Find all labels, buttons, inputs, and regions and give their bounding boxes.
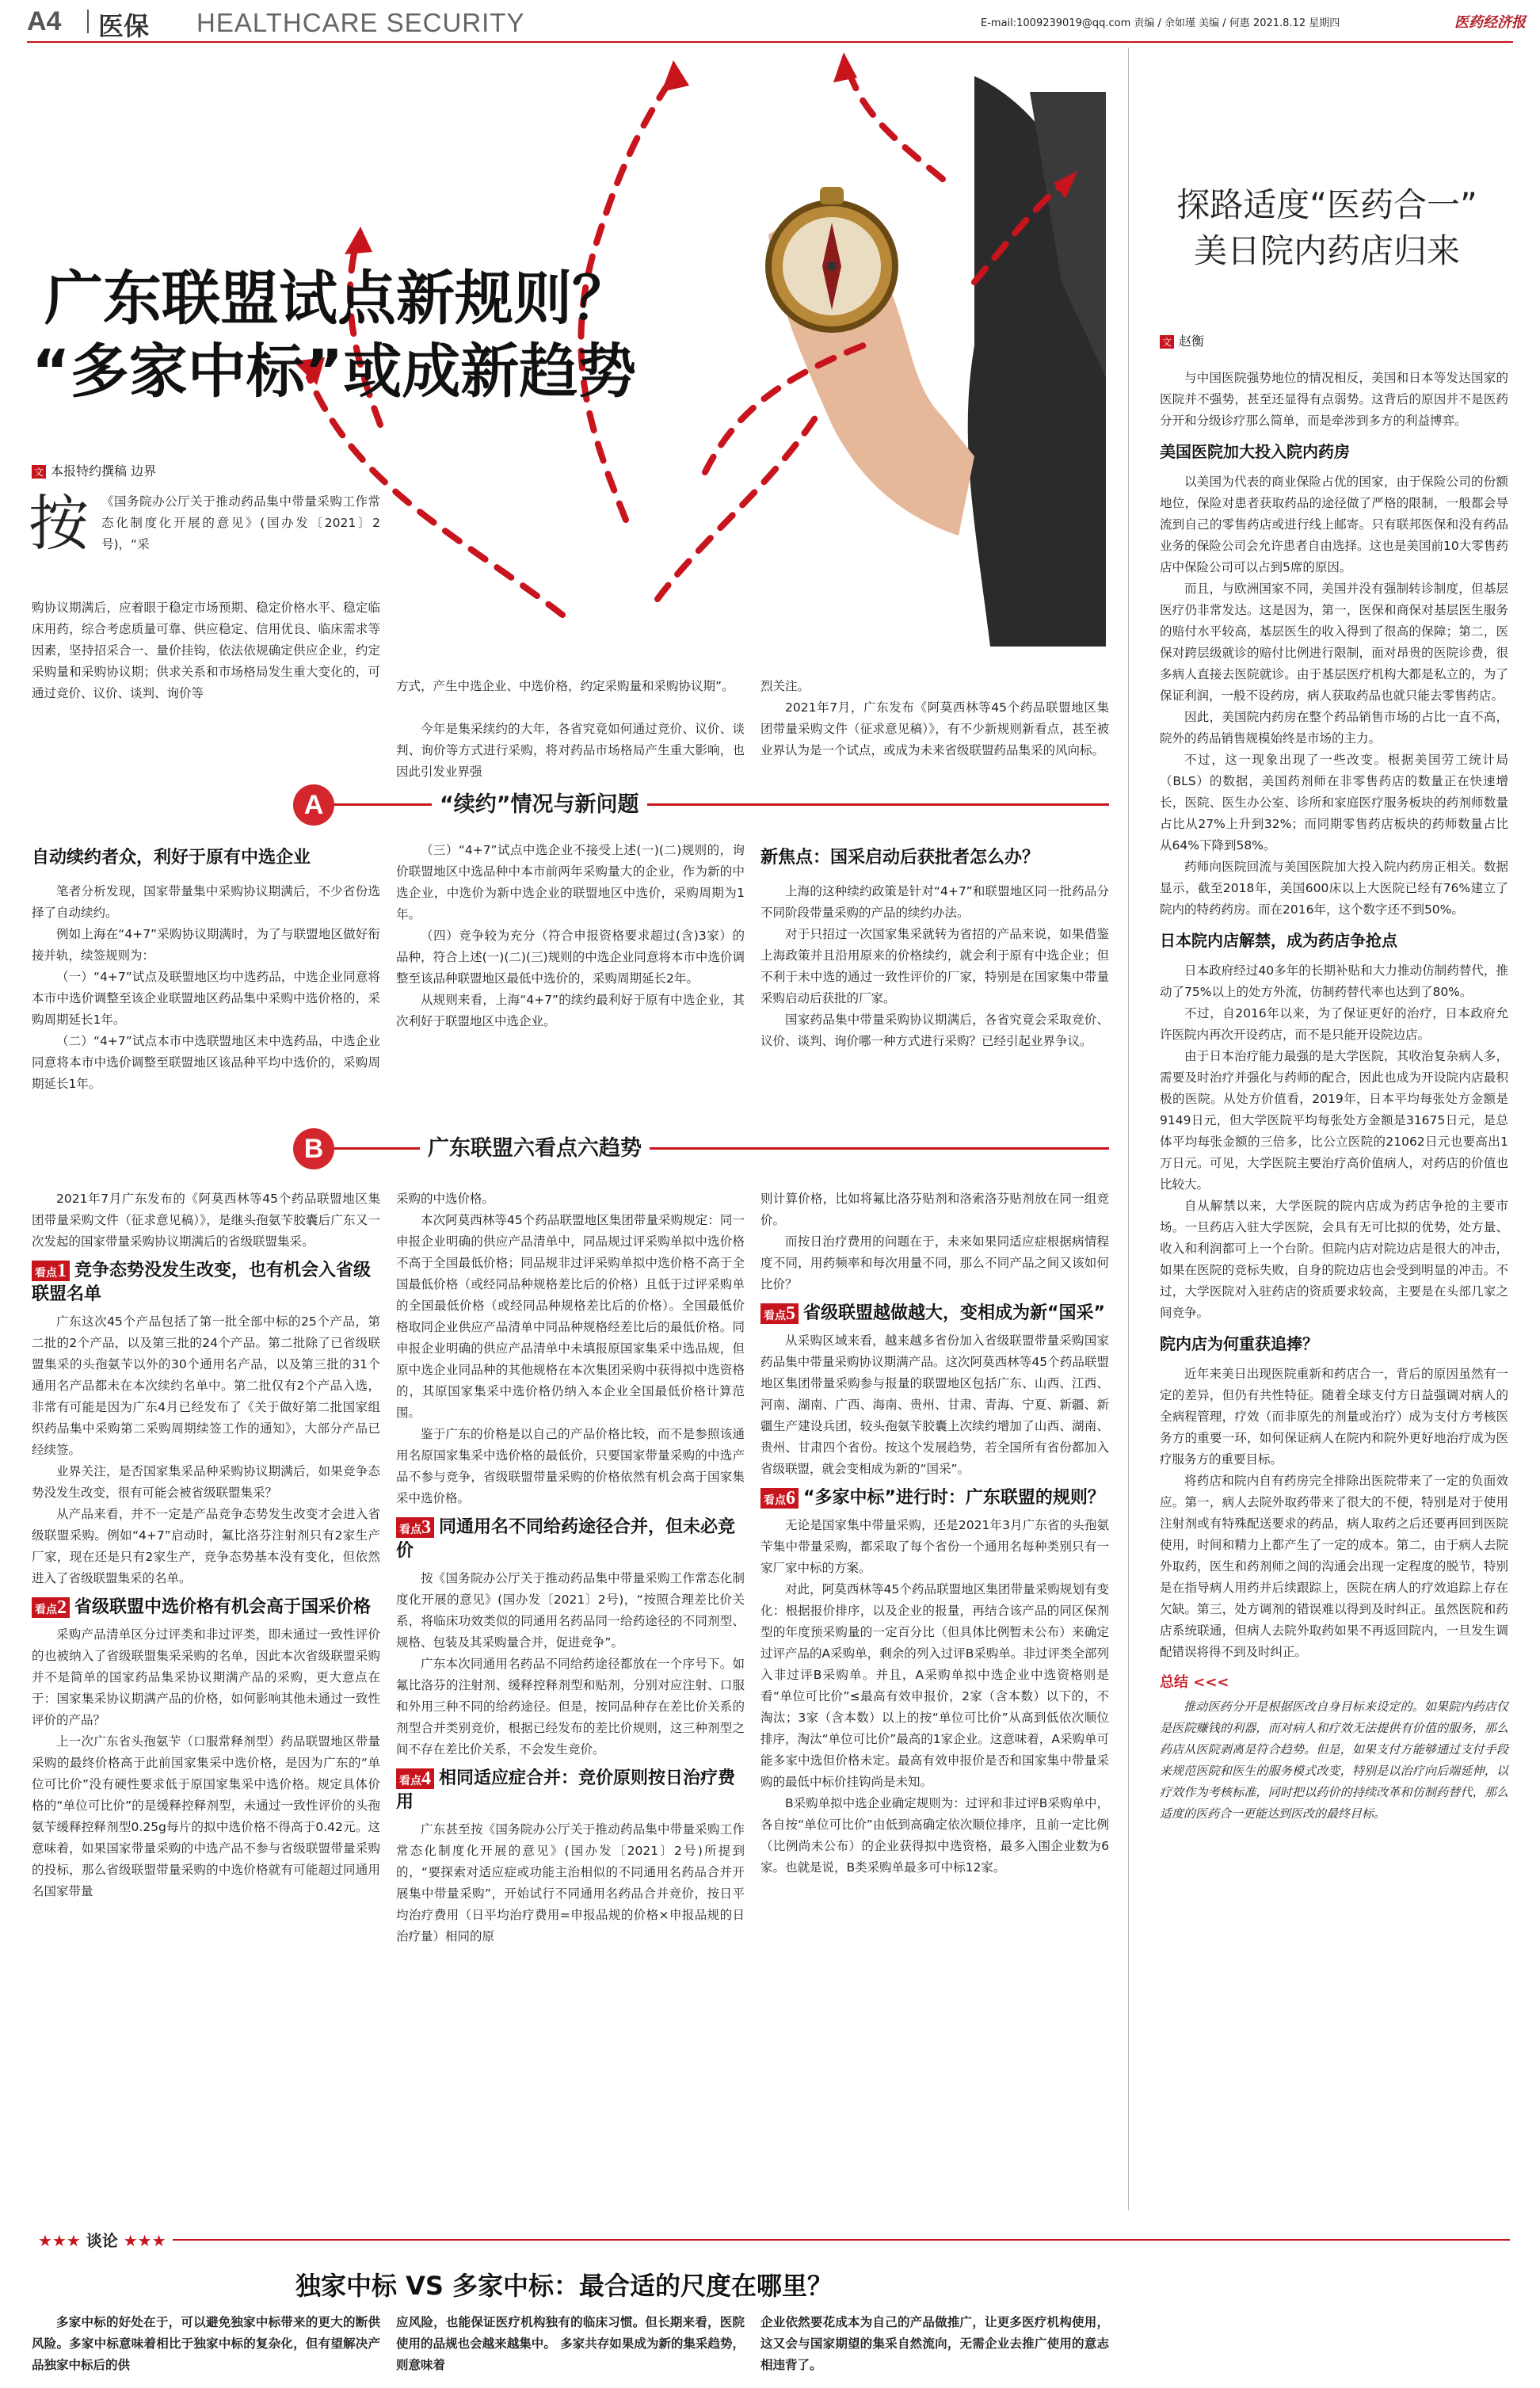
main-byline — [32, 461, 156, 479]
section-a-col2-p1: （三）“4+7”试点中选企业不接受上述(一)(二)规则的，询价联盟地区中选品种中本市前两年采购量大的企业，作为新的中选企业，中选价为新中选企业的联盟地区中选价，采购周期为1年。 — [396, 843, 745, 921]
side-p9: 由于日本治疗能力最强的是大学医院，其收治复杂病人多，需要及时治疗并强化与药师的配合，因此也成为开设院内店最积极的医院。从处方价值看，2019年，日本平均每张处方金额是9149日元，但大学医院平均每张处方金额是31675日元，是总体平均每张金额的三倍多，比公立医院的21062日元也要高出1万日元。可见，大学医院主要治疗高价值病人，对药店的价值也比较大。 — [1160, 1049, 1508, 1192]
side-article-title2: 美日院内药店归来 — [1193, 231, 1460, 270]
highlight-4-heading — [396, 1767, 745, 1814]
highlight-2-badge: 看点2 — [32, 1597, 70, 1618]
intro-text-a: 《国务院办公厅关于推动药品集中带量采购工作常态化制度化开展的意见》(国办发〔2021〕2号)，“采 — [101, 494, 380, 551]
highlight-2-heading — [32, 1596, 380, 1619]
section-b-col2-p2: 本次阿莫西林等45个药品联盟地区集团带量采购规定：同一申报企业明确的供应产品清单中，同品规过评采购单拟中选价格不高于全国最低价格；同品规非过评采购单拟中选价格不高于全国最低价格（或经同品种规格差比后的价格）且低于过评采购单的全国最低价格（或经同品种规格差比后的价格）。全国最低价格取同企业供应产品清单中同品种规格经差比后的最低价格。同申报企业明确的供应产品清单中未填报原国家集采中选品规，但原中选企业同品种的其他规格在本次集团采购中获得拟中选资格的，其原国家集采中选价格仍纳入本企业全国最低价格计算范围。 — [396, 1213, 745, 1420]
section-b-badge: B — [293, 1128, 334, 1169]
intro-text-b: 购协议期满后，应着眼于稳定市场预期、稳定价格水平、稳定临床用药，综合考虑质量可靠、供应稳定、信用优良、临床需求等因素，坚持招采合一、量价挂钩，依法依规确定供应企业，约定采购量和采购协议期；供求关系和市场格局发生重大变化的，可通过竞价、议价、谈判、询价等 — [32, 601, 380, 700]
section-b-col3 — [760, 1188, 1109, 1879]
section-b-col3-p1: 则计算价格，比如将氟比洛芬贴剂和洛索洛芬贴剂放在同一组竞价。 — [760, 1192, 1109, 1227]
section-b-col2 — [396, 1188, 745, 1947]
highlight-1-title: 竞争态势没发生改变，也有机会入省级联盟名单 — [32, 1261, 372, 1304]
commentary-col1: 多家中标的好处在于，可以避免独家中标带来的更大的断供风险。多家中标意味着相比于独家中标的复杂化，但有望解决产品独家中标后的供 — [32, 2315, 380, 2372]
side-byline — [1160, 331, 1204, 349]
summary-text: 推动医药分开是根据医改自身目标来设定的。如果院内药店仅是医院赚钱的利器，而对病人和疗效无法提供有价值的服务，那么药店从医院剥离是符合趋势。但是，如果支付方能够通过支付手段来规范医院和医生的服务模式改变，特别是以治疗向后端延伸，以疗效作为考核标准，同时把以药价的持续改革和仿制药替代，那么适度的医药合一更能达到医改的最终目标。 — [1160, 1699, 1508, 1821]
highlight-4-badge: 看点4 — [396, 1768, 434, 1789]
summary-heading: 总结 <<< — [1160, 1674, 1229, 1691]
header-divider-icon — [87, 10, 89, 33]
highlight-6-badge: 看点6 — [760, 1488, 799, 1509]
side-p5: 不过，这一现象出现了一些改变。根据美国劳工统计局（BLS）的数据，美国药剂师在非零售药店的数量正在快速增长，医院、医生办公室、诊所和家庭医疗服务板块的药剂师数量占比从27%上升到32%；而同期零售药店板块的药师数量占比从64%下降到58%。 — [1160, 753, 1508, 853]
header-rule — [27, 41, 1513, 43]
section-a-col2-p3: 从规则来看，上海“4+7”的续约最利好于原有中选企业，其次利好于联盟地区中选企业。 — [396, 993, 745, 1028]
main-title-line2: “多家中标”或成新趋势 — [32, 338, 637, 406]
side-p10: 自从解禁以来，大学医院的院内店成为药店争抢的主要市场。一旦药店入驻大学医院，会具有无可比拟的优势，处方量、收入和利润都可上一个台阶。但院内店对院边店是很大的冲击，如果在医院的竞标失败，自身的院边店也会受到明显的冲击。不过，大学医院对入驻药店的资质要求较高，主要是在头部几家之间竞争。 — [1160, 1199, 1508, 1320]
section-b-col2-p4: 按《国务院办公厅关于推动药品集中带量采购工作常态化制度化开展的意见》(国办发〔2021〕2号)，“按照合理差比价关系，将临床功效类似的同通用名药品同一给药途径的不同剂型、规格、包装及其采购量合并，促进竞争”。 — [396, 1571, 745, 1650]
highlight-5-badge: 看点5 — [760, 1303, 799, 1324]
section-a-col2-p2: （四）竞争较为充分（符合申报资格要求超过(含)3家）的品种，符合上述(一)(二)(三)规则的中选企业同意将本市中选价调整至该品种联盟地区最低中选价的，采购周期延长2年。 — [396, 929, 745, 986]
section-b-col2-p5: 广东本次同通用名药品不同给药途径都放在一个序号下。如氟比洛芬的注射剂、缓释控释剂型和贴剂，分别对应注射、口服和外用三种不同的给药途径。但是，按同品种存在差比价关系的剂型合并类别竞价，根据已经发布的差比价规则，这三种剂型之间不存在差比价关系，不会发生竞价。 — [396, 1657, 745, 1757]
section-a-col3-p3: 国家药品集中带量采购协议期满后，各省究竟会采取竞价、议价、谈判、询价哪一种方式进行采购？已经引起业界争议。 — [760, 1013, 1109, 1048]
highlight-2-title: 省级联盟中选价格有机会高于国采价格 — [74, 1597, 372, 1617]
side-heading-3: 院内店为何重获追捧？ — [1160, 1334, 1318, 1353]
section-b-col1-p1: 2021年7月广东发布的《阿莫西林等45个药品联盟地区集团带量采购文件（征求意见稿）》，是继头孢氨苄胶囊后广东又一次发起的国家带量采购协议期满后的省级联盟集采。 — [32, 1192, 380, 1249]
commentary-tag: ★★★ 谈论 ★★★ — [32, 2228, 173, 2251]
commentary-tag-text: 谈论 — [86, 2231, 118, 2250]
section-b-header — [293, 1128, 1109, 1169]
byline-text: 本报特约撰稿 边界 — [51, 463, 157, 479]
section-b-col2-p6: 广东甚至按《国务院办公厅关于推动药品集中带量采购工作常态化制度化开展的意见》(国办发〔2021〕2号)所提到的，“要探索对适应症或功能主治相似的不同通用名药品合并开展集中带量采购”，开始试行不同通用名药品合并竞价，按日平均治疗费用（日平均治疗费用=申报品规的价格×申报品规的日治疗量）相同的原 — [396, 1822, 745, 1944]
section-a-col3 — [760, 881, 1109, 1052]
side-p4: 因此，美国院内药房在整个药品销售市场的占比一直不高，院外的药品销售规模始终是市场的主力。 — [1160, 710, 1508, 746]
section-a-header — [293, 784, 1109, 826]
section-b-col3-p6: B采购单拟中选企业确定规则为：过评和非过评B采购单中，各自按“单位可比价”由低到高确定依次顺位排序，且前一定比例（比例尚未公布）的企业获得拟中选资格，最多入围企业数为6家。也就是说，B类采购单最多可中标12家。 — [760, 1796, 1109, 1875]
summary-heading-text: 总结 — [1160, 1674, 1188, 1691]
highlight-3-heading — [396, 1516, 745, 1563]
section-a-badge: A — [293, 784, 334, 826]
section-b-col1 — [32, 1188, 380, 1902]
intro-text-f: 2021年7月，广东发布《阿莫西林等45个药品联盟地区集团带量采购文件（征求意见稿）》，有不少新规则新看点，甚至被业界认为是一个试点，或成为未来省级联盟药品集采的风向标。 — [760, 700, 1109, 757]
section-a-col2 — [396, 840, 745, 1032]
section-b-col3-p3: 从采购区域来看，越来越多省份加入省级联盟带量采购国家药品集中带量采购协议期满产品。这次阿莫西林等45个药品联盟地区集团带量采购参与报量的联盟地区包括广东、山西、江西、河南、湖南、广西、海南、贵州、甘肃、青海、宁夏、新疆、新疆生产建设兵团，较头孢氨苄胶囊上次续约增加了山西、湖南、贵州、甘肃四个省份。按这个发展趋势，若全国所有省份都加入省级联盟，就会变相成为新的“国采”。 — [760, 1333, 1109, 1476]
side-p1: 与中国医院强势地位的情况相反，美国和日本等发达国家的医院并不强势，甚至还显得有点弱势。这背后的原因并不是医药分开和分级诊疗那么简单，而是牵涉到多方的利益博弈。 — [1160, 371, 1508, 428]
side-byline-text: 赵衡 — [1179, 334, 1205, 349]
commentary-title: 独家中标 VS 多家中标：最合适的尺度在哪里？ — [295, 2271, 833, 2301]
side-heading-1: 美国医院加大投入院内药房 — [1160, 442, 1350, 461]
section-name: 医保 — [98, 11, 150, 41]
section-a-col1-p3: （一）“4+7”试点及联盟地区均中选药品，中选企业同意将本市中选价调整至该企业联盟地区药品集中采购中选价格的，采购周期延长1年。 — [32, 970, 380, 1027]
section-b-col1-p6: 上一次广东省头孢氨苄（口服常释剂型）药品联盟地区带量采购的最终价格高于此前国家集采中选价格，是因为广东的“单位可比价”没有硬性要求低于原国家集采中选价格。规定具体价格的“单位可比价”的是缓释控释剂型，未通过一致性评价的头孢氨苄缓释控释剂型0.25g每片的拟中选价格不得高于0.42元。这意味着，如果国家带量采购的中选产品不参与省级联盟带量采购的投标，那么省级联盟带量采购的中选价格就有可能超过同通用名国家带量 — [32, 1734, 380, 1898]
commentary-col2: 应风险，也能保证医疗机构独有的临床习惯。但长期来看，医院使用的品规也会越来越集中。 多家共存如果成为新的集采趋势，则意味着 — [396, 2315, 745, 2372]
side-p12: 将药店和院内自有药房完全排除出医院带来了一定的负面效应。第一，病人去院外取药带来了很大的不便，特别是对于使用注射剂或有特殊配送要求的药品，病人取药之后还要再回到医院使用，时间和精力上都产生了一定的成本。第二，由于病人去院外取药，医生和药剂师之间的沟通会出现一定程度的脱节，特别是在指导病人用药并后续跟踪上，医院在病人的疗效追踪上存在欠缺。第三，处方调剂的错误难以得到及时纠正。虽然医院和药店系统联通，但病人去院外取药如果不再返回院内，一旦发生调配错误将得不到及时纠正。 — [1160, 1474, 1508, 1659]
side-p6: 药师向医院回流与美国医院加大投入院内药房正相关。数据显示，截至2018年，美国600床以上大医院已经有76%建立了院内的特药药房。而在2016年，这个数字还不到50%。 — [1160, 860, 1508, 917]
section-a-col3-heading: 新焦点：国采启动后获批者怎么办？ — [760, 848, 1040, 868]
section-b-col1-p2: 广东这次45个产品包括了第一批全部中标的25个产品，第二批的2个产品，以及第三批的24个产品。第二批除了已省级联盟集采的头孢氨苄以外的30个通用名产品，以及第三批的31个通用名产品都未在本次续约名单中。第二批仅有2个产品入选，非常有可能是因为广东4月已经发布了《关于做好第二批国家组织药品集中采购第二采购周期续签工作的通知》，大部分产品已经续签。 — [32, 1314, 380, 1457]
highlight-6-heading — [760, 1486, 1109, 1510]
section-a-col1 — [32, 881, 380, 1095]
highlight-6-title: “多家中标”进行时：广东联盟的规则？ — [803, 1488, 1105, 1508]
intro-text-d: 今年是集采续约的大年，各省究竟如何通过竞价、议价、谈判、询价等方式进行采购，将对药品市场格局产生重大影响，也因此引发业界强 — [396, 722, 745, 779]
section-b-col2-p1: 采购的中选价格。 — [396, 1192, 495, 1206]
highlight-4-title: 相同适应症合并：竞价原则按日治疗费用 — [396, 1768, 736, 1812]
intro-text-e: 烈关注。 — [760, 679, 810, 693]
side-article-title1: 探路适度“医药合一” — [1176, 185, 1477, 224]
commentary-col3: 企业依然要花成本为自己的产品做推广，让更多医疗机构使用，这又会与国家期望的集采自然流向，无需企业去推广使用的意志相违背了。 — [760, 2315, 1109, 2372]
side-p3: 而且，与欧洲国家不同，美国并没有强制转诊制度，但基层医疗仍非常发达。这是因为，第一，医保和商保对基层医生服务的赔付水平较高，基层医生的收入得到了很高的保障；第二，医保对跨层级就诊的赔付比例进行限制，面对昂贵的医院诊费，很多病人直接去医院就诊。由于基层医疗机构大都是私立的，为了保证利润，一般不设药房，病人获取药品也就只能去零售药店。 — [1160, 582, 1508, 703]
section-b-col1-p4: 从产品来看，并不一定是产品竞争态势发生改变才会进入省级联盟采购。例如“4+7”启动时，氟比洛芬注射剂只有2家生产厂家，现在还是只有2家生产，竞争态势基本没有变化，但依然进入了省级联盟集采的名单。 — [32, 1507, 380, 1585]
side-p8: 不过，自2016年以来，为了保证更好的治疗，日本政府允许医院内再次开设药店，而不是只能开设院边店。 — [1160, 1006, 1508, 1042]
section-b-col2-p3: 鉴于广东的价格是以自己的产品价格比较，而不是参照该通用名原国家集采中选价格的最低价，只要国家带量采购的中选产品不参与竞争，省级联盟带量采购的价格依然有机会高于国家集采中选价格。 — [396, 1427, 745, 1505]
main-title-line1: 广东联盟试点新规则？ — [44, 265, 631, 333]
highlight-1-badge: 看点1 — [32, 1261, 70, 1281]
section-b-col1-p5: 采购产品清单区分过评类和非过评类，即未通过一致性评价的也被纳入了省级联盟集采采购的名单，因此本次省级联盟采购并不是简单的国家药品集采协议期满产品的采购，更大意点在于：国家集采协议期满产品的价格，如何影响其他未通过一致性评价的产品？ — [32, 1627, 380, 1727]
section-a-col1-p1: 笔者分析发现，国家带量集中采购协议期满后，不少省份选择了自动续约。 — [32, 884, 380, 920]
right-column-rule — [1128, 48, 1129, 2211]
page-header — [0, 0, 1540, 41]
highlight-5-title: 省级联盟越做越大，变相成为新“国采” — [803, 1303, 1105, 1323]
highlight-1-heading — [32, 1259, 380, 1307]
section-b-col3-p2: 而按日治疗费用的问题在于，未来如果同适应症根据病情程度不同，用药频率和每次用量不同，那么不同产品之间又该如何比价？ — [760, 1234, 1109, 1291]
section-a-col1-p2: 例如上海在“4+7”采购协议期满时，为了与联盟地区做好衔接并轨，续签规则为： — [32, 927, 380, 963]
intro-dropcap: 按 — [29, 488, 89, 559]
side-p11: 近年来美日出现医院重新和药店合一，背后的原因虽然有一定的差异，但仍有共性特征。随着全球支付方日益强调对病人的全病程管理，疗效（而非原先的剂量或治疗）成为支付方考核医务方的重要一环，如何保证病人在院内和院外更好地治疗成为医疗服务方的重要目标。 — [1160, 1367, 1508, 1467]
page-number: A4 — [27, 6, 62, 36]
header-info: E-mail:1009239019@qq.com 责编 / 余如瑾 美编 / 何惠 2021.8.12 星期四 — [981, 17, 1340, 29]
highlight-3-title: 同通用名不同给药途径合并，但未必竞价 — [396, 1517, 736, 1561]
section-b-col1-p3: 业界关注，是否国家集采品种采购协议期满后，如果竞争态势没发生改变，很有可能会被省级联盟集采？ — [32, 1464, 380, 1500]
side-p7: 日本政府经过40多年的长期补贴和大力推动仿制药替代，推动了75%以上的处方外流，仿制药替代率也达到了80%。 — [1160, 963, 1508, 999]
section-b-title: 广东联盟六看点六趋势 — [420, 1128, 650, 1169]
side-p2: 以美国为代表的商业保险占优的国家，由于保险公司的份额地位，保险对患者获取药品的途径做了严格的限制，一般都会导流到自己的零售药店或进行线上邮寄。只有联邦医保和没有药品业务的保险公司会允许患者自由选择。这也是美国前10大零售药店中保险公司可以占到5席的原因。 — [1160, 475, 1508, 574]
section-a-col3-p1: 上海的这种续约政策是针对“4+7”和联盟地区同一批药品分不同阶段带量采购的产品的续约办法。 — [760, 884, 1109, 920]
byline-icon: 文 — [32, 465, 46, 479]
masthead-logo: 医药经济报 — [1454, 14, 1526, 31]
side-heading-2: 日本院内店解禁，成为药店争抢点 — [1160, 931, 1397, 950]
section-b-col3-p5: 对此，阿莫西林等45个药品联盟地区集团带量采购规划有变化：根据报价排序，以及企业的报量，再结合该产品的同区保剂型的年度预采购量的一定百分比（但具体比例暂未公布）来确定过评产品的A采购单，剩余的列入过评B采购单。非过评类全部列入非过评B采购单。并且，A采购单拟中选企业中选资格则是看“单位可比价”≤最高有效申报价，2家（含本数）以下的，不淘汰；3家（含本数）以上的按“单位可比价”从高到低依次顺位排序，淘汰“单位可比价”最高的1家企业。这意味着，A采购单可能多家中选但价格未定。最高有效申报价是否和国家集中带量采购的最低中标价挂钩尚是未知。 — [760, 1582, 1109, 1789]
section-a-title: “续约”情况与新问题 — [432, 784, 647, 826]
highlight-3-badge: 看点3 — [396, 1517, 434, 1538]
section-a-col1-heading: 自动续约者众，利好于原有中选企业 — [32, 848, 311, 868]
section-b-col3-p4: 无论是国家集中带量采购，还是2021年3月广东省的头孢氨苄集中带量采购，都采取了每个省份一个通用名每种类别只有一家厂家中标的方案。 — [760, 1518, 1109, 1575]
intro-text-c: 方式，产生中选企业、中选价格，约定采购量和采购协议期”。 — [396, 679, 734, 693]
section-name-en: HEALTHCARE SECURITY — [196, 8, 525, 37]
commentary-rule — [32, 2239, 1510, 2241]
highlight-5-heading — [760, 1302, 1109, 1326]
section-a-col1-p4: （二）“4+7”试点本市中选联盟地区未中选药品，中选企业同意将本市中选价调整至联盟地区该品种平均中选价的，采购周期延长1年。 — [32, 1034, 380, 1091]
side-byline-icon: 文 — [1160, 335, 1174, 349]
section-a-col3-p2: 对于只招过一次国家集采就转为省招的产品来说，如果借鉴上海政策并且沿用原来的价格续约，就会利于原有中选企业；但不利于未中选的通过一致性评价的厂家，特别是在国家集中带量采购启动后获批的厂家。 — [760, 927, 1109, 1005]
side-article-body — [1160, 368, 1508, 1825]
